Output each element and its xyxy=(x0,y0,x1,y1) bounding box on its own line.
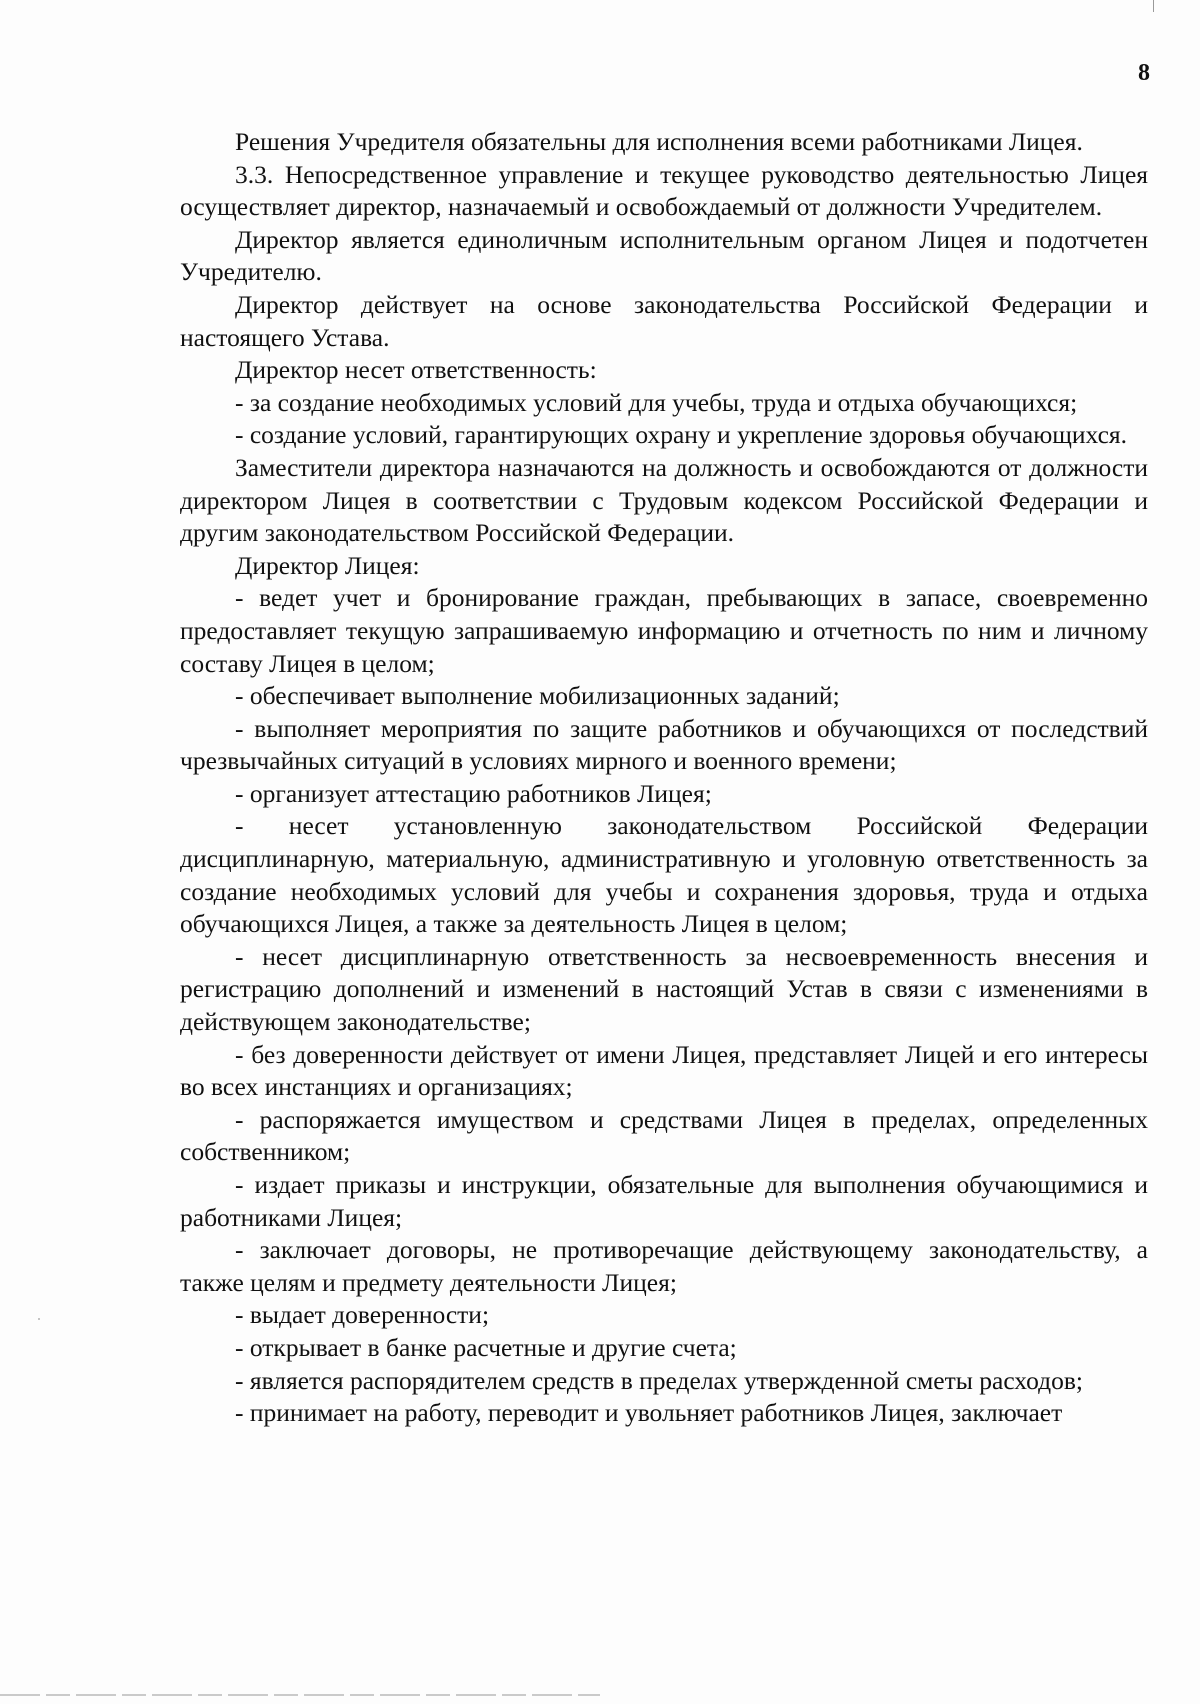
scan-edge-mark xyxy=(1153,0,1154,12)
list-item: - является распорядителем средств в пределах утвержденной сметы расходов; xyxy=(235,1365,1083,1395)
list-item: - без доверенности действует от имени Лицея, представляет Лицей и его интересы во всех инстанциях и организациях; xyxy=(180,1039,1148,1102)
list-item: - организует аттестацию работников Лицея; xyxy=(235,778,712,808)
document-body xyxy=(180,126,1148,1430)
list-item: - несет дисциплинарную ответственность за несвоевременность внесения и регистрацию дополнений и изменений в настоящий Устав в связи с изменениями в действующем законодательстве; xyxy=(180,941,1148,1037)
list-item: - заключает договоры, не противоречащие действующему законодательству, а также целям и предмету деятельности Лицея; xyxy=(180,1235,1148,1297)
scan-speck xyxy=(38,1318,40,1320)
list-item: - открывает в банке расчетные и другие счета; xyxy=(235,1332,737,1362)
scan-edge-mark xyxy=(0,1694,600,1696)
list-item: - обеспечивает выполнение мобилизационных заданий; xyxy=(235,681,840,711)
list-item: - принимает на работу, переводит и увольняет работников Лицея, заключает xyxy=(235,1398,1063,1428)
list-item: - выдает доверенности; xyxy=(235,1300,490,1330)
paragraph: Директор является единоличным исполнительным органом Лицея и подотчетен Учредителю. xyxy=(180,224,1148,287)
list-item: - выполняет мероприятия по защите работников и обучающихся от последствий чрезвычайных ситуаций в условиях мирного и военного времени; xyxy=(180,713,1148,776)
list-item: - создание условий, гарантирующих охрану и укрепление здоровья обучающихся. xyxy=(235,420,1127,450)
paragraph: 3.3. Непосредственное управление и текущее руководство деятельностью Лицея осуществляет директор, назначаемый и освобождаемый от должности Учредителем. xyxy=(180,159,1148,222)
list-item: - распоряжается имуществом и средствами Лицея в пределах, определенных собственником; xyxy=(180,1104,1148,1167)
list-item: - ведет учет и бронирование граждан, пребывающих в запасе, своевременно предоставляет текущую запрашиваемую информацию и отчетность по ним и личному составу Лицея в целом; xyxy=(180,583,1148,678)
list-item: - за создание необходимых условий для учебы, труда и отдыха обучающихся; xyxy=(235,387,1078,417)
paragraph: Директор Лицея: xyxy=(235,550,420,580)
paragraph: Заместители директора назначаются на должность и освобождаются от должности директором Лицея в соответствии с Трудовым кодексом Российской Федерации и другим законодательством Российской Федерации. xyxy=(180,452,1148,548)
list-item: - несет установленную законодательством Российской Федерации дисциплинарную, материальную, административную и уголовную ответственность за создание необходимых условий для учебы и сохранения здоровья, труда и отдыха обучающихся Лицея, а также за деятельность Лицея в целом; xyxy=(180,811,1148,939)
paragraph: Директор действует на основе законодательства Российской Федерации и настоящего Устава. xyxy=(180,289,1148,352)
page-number: 8 xyxy=(1138,60,1150,86)
paragraph: Директор несет ответственность: xyxy=(235,355,597,385)
list-item: - издает приказы и инструкции, обязательные для выполнения обучающимися и работниками Лицея; xyxy=(180,1170,1148,1232)
paragraph: Решения Учредителя обязательны для исполнения всеми работниками Лицея. xyxy=(235,127,1083,156)
